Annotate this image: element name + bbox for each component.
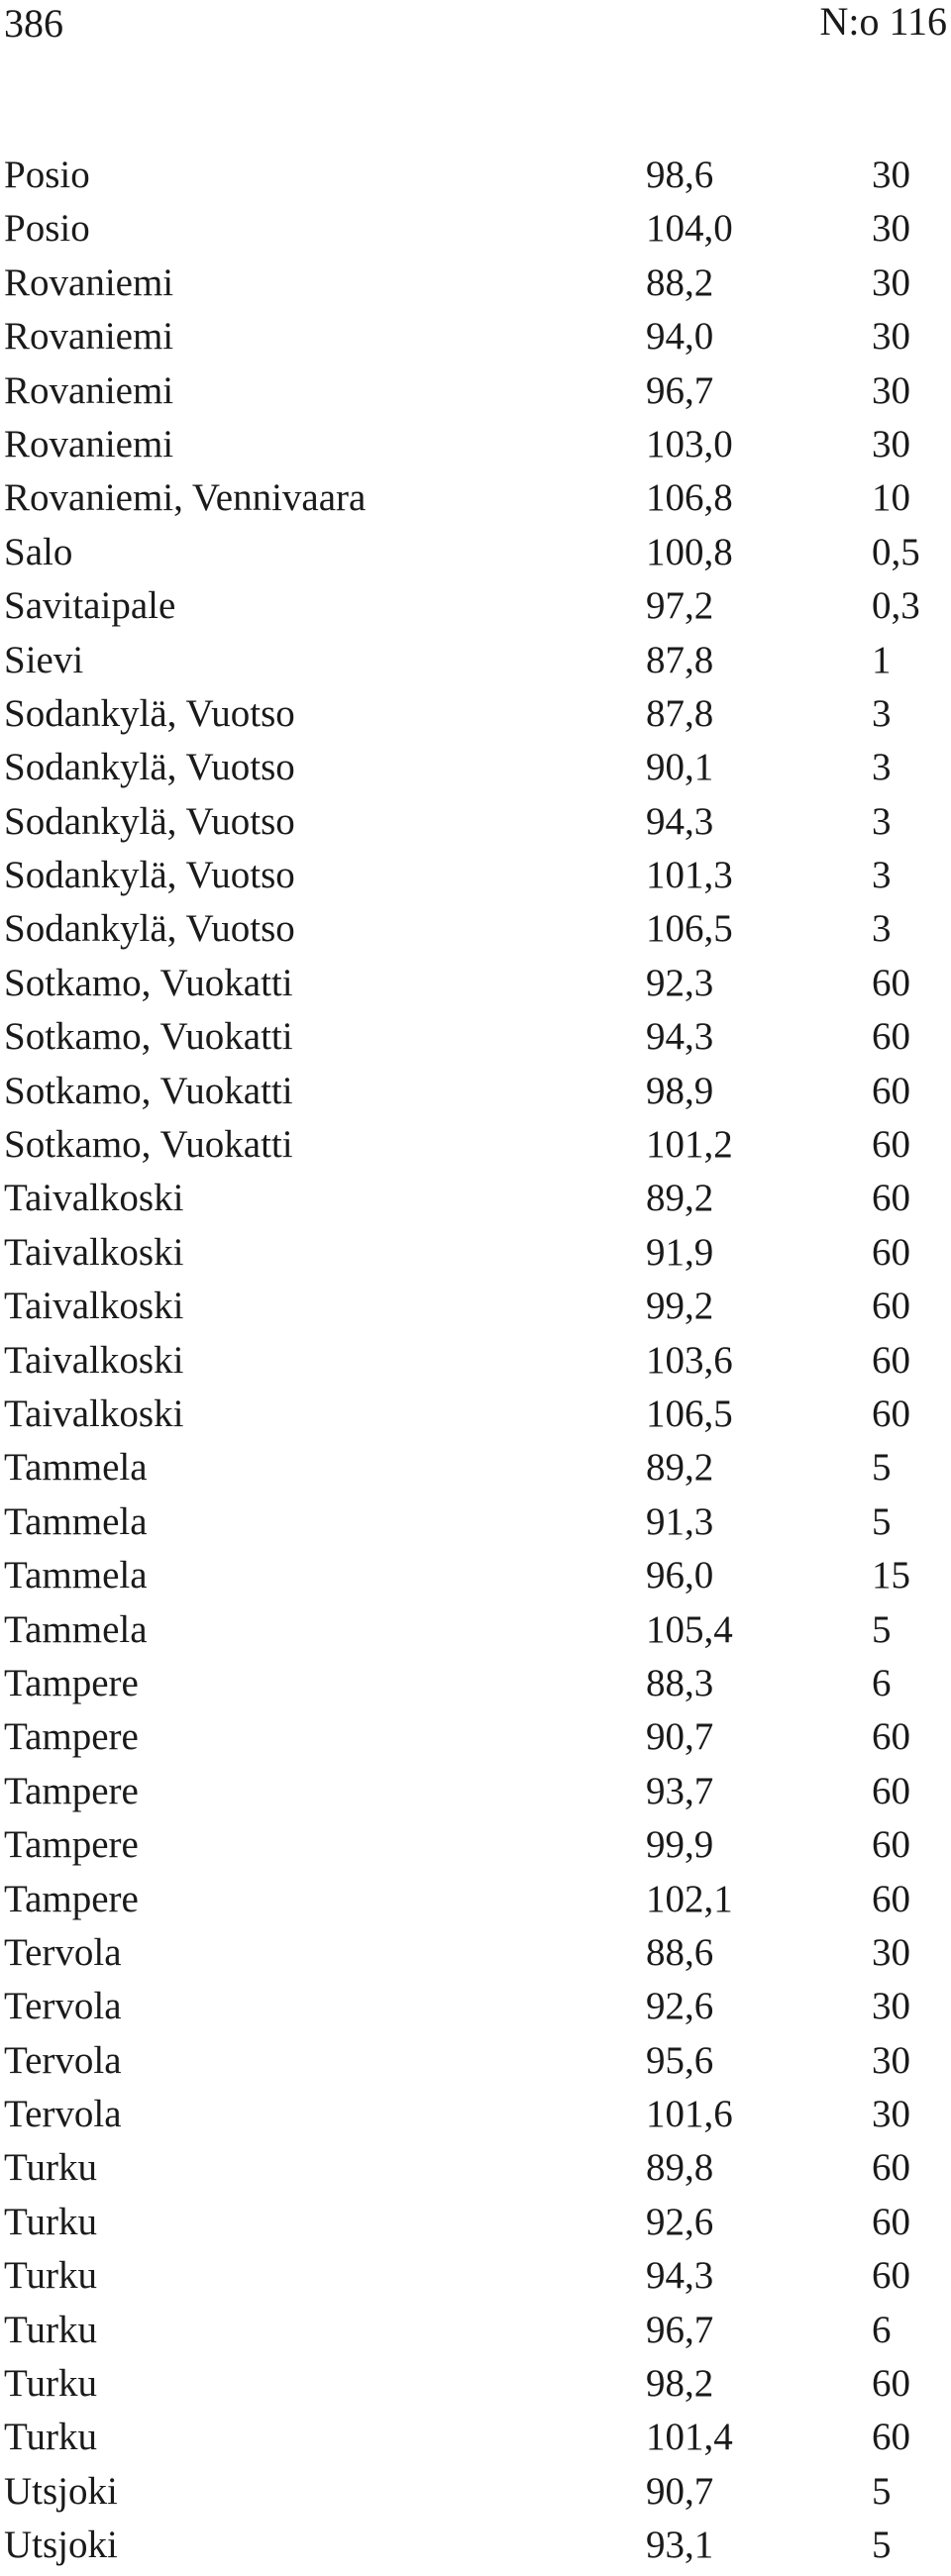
count-cell: 5 [872,1499,892,1543]
count-cell: 60 [872,2146,910,2190]
count-cell: 30 [872,315,910,359]
value-cell: 91,3 [646,1499,714,1543]
value-cell: 94,0 [646,315,714,359]
table-row [0,1495,951,1549]
place-cell: Turku [4,2308,97,2351]
table-row [0,1980,951,2033]
place-cell: Utsjoki [4,2469,118,2513]
place-cell: Rovaniemi [4,422,174,465]
count-cell: 5 [872,1607,892,1651]
place-cell: Tervola [4,2093,122,2136]
place-cell: Turku [4,2146,97,2190]
count-cell: 5 [872,2469,892,2513]
value-cell: 101,6 [646,2093,733,2136]
count-cell: 30 [872,260,910,304]
table-row [0,2196,951,2249]
table-row [0,634,951,687]
value-cell: 88,6 [646,1930,714,1974]
value-cell: 92,6 [646,1985,714,2028]
place-cell: Savitaipale [4,584,176,628]
table-row [0,2357,951,2411]
count-cell: 60 [872,2362,910,2406]
place-cell: Tammela [4,1446,148,1490]
place-cell: Turku [4,2200,97,2243]
value-cell: 106,8 [646,476,733,520]
table-row [0,1010,951,1064]
table-row [0,471,951,525]
count-cell: 60 [872,1823,910,1867]
place-cell: Taivalkoski [4,1177,184,1220]
value-cell: 96,7 [646,2308,714,2351]
value-cell: 98,9 [646,1069,714,1112]
value-cell: 94,3 [646,799,714,843]
table-row [0,1226,951,1280]
count-cell: 60 [872,1338,910,1382]
value-cell: 104,0 [646,207,733,251]
table-row [0,1926,951,1980]
place-cell: Turku [4,2416,97,2459]
value-cell: 87,8 [646,691,714,735]
frequency-table [0,149,951,2573]
place-cell: Tervola [4,2038,122,2082]
table-row [0,687,951,741]
count-cell: 30 [872,207,910,251]
count-cell: 60 [872,2200,910,2243]
table-row [0,2249,951,2303]
table-row [0,741,951,794]
table-row [0,1765,951,1818]
place-cell: Taivalkoski [4,1338,184,1382]
place-cell: Sievi [4,638,84,681]
value-cell: 89,2 [646,1446,714,1490]
count-cell: 60 [872,1177,910,1220]
value-cell: 101,3 [646,854,733,897]
place-cell: Posio [4,207,90,251]
table-row [0,1818,951,1872]
value-cell: 87,8 [646,638,714,681]
count-cell: 60 [872,1715,910,1759]
place-cell: Tampere [4,1769,139,1812]
table-row [0,957,951,1010]
table-row [0,1549,951,1602]
table-row [0,579,951,633]
value-cell: 98,2 [646,2362,714,2406]
count-cell: 30 [872,2093,910,2136]
table-row [0,202,951,256]
table-row [0,526,951,579]
table-row [0,1710,951,1764]
value-cell: 101,4 [646,2416,733,2459]
count-cell: 5 [872,1446,892,1490]
place-cell: Salo [4,530,73,573]
table-row [0,149,951,202]
count-cell: 60 [872,1015,910,1059]
table-row [0,2411,951,2464]
count-cell: 3 [872,854,892,897]
value-cell: 106,5 [646,1391,733,1435]
value-cell: 99,2 [646,1285,714,1328]
place-cell: Turku [4,2362,97,2406]
count-cell: 60 [872,1877,910,1920]
value-cell: 93,7 [646,1769,714,1812]
table-row [0,418,951,471]
place-cell: Sodankylä, Vuotso [4,907,295,951]
place-cell: Sodankylä, Vuotso [4,854,295,897]
count-cell: 30 [872,1930,910,1974]
value-cell: 90,7 [646,1715,714,1759]
count-cell: 60 [872,1285,910,1328]
table-row [0,310,951,363]
count-cell: 1 [872,638,892,681]
value-cell: 96,0 [646,1554,714,1597]
table-row [0,2465,951,2519]
count-cell: 60 [872,1230,910,1274]
table-row [0,2141,951,2195]
value-cell: 95,6 [646,2038,714,2082]
count-cell: 0,3 [872,584,920,628]
value-cell: 102,1 [646,1877,733,1920]
table-row [0,2034,951,2088]
table-row [0,902,951,956]
count-cell: 60 [872,2416,910,2459]
value-cell: 94,3 [646,1015,714,1059]
count-cell: 30 [872,368,910,412]
place-cell: Tampere [4,1715,139,1759]
value-cell: 89,2 [646,1177,714,1220]
table-row [0,1603,951,1657]
table-row [0,1172,951,1225]
value-cell: 106,5 [646,907,733,951]
value-cell: 103,0 [646,422,733,465]
place-cell: Sotkamo, Vuokatti [4,1069,293,1112]
place-cell: Turku [4,2254,97,2298]
count-cell: 3 [872,907,892,951]
count-cell: 30 [872,2038,910,2082]
place-cell: Tampere [4,1661,139,1704]
count-cell: 0,5 [872,530,920,573]
value-cell: 103,6 [646,1338,733,1382]
place-cell: Tervola [4,1930,122,1974]
table-row [0,1873,951,1926]
count-cell: 60 [872,2254,910,2298]
place-cell: Sodankylä, Vuotso [4,691,295,735]
value-cell: 88,3 [646,1661,714,1704]
place-cell: Sodankylä, Vuotso [4,799,295,843]
table-row [0,1657,951,1710]
place-cell: Taivalkoski [4,1230,184,1274]
place-cell: Posio [4,154,90,196]
count-cell: 60 [872,1069,910,1112]
table-row [0,364,951,418]
place-cell: Tampere [4,1823,139,1867]
place-cell: Tampere [4,1877,139,1920]
place-cell: Tammela [4,1554,148,1597]
count-cell: 30 [872,154,910,196]
count-cell: 10 [872,476,910,520]
place-cell: Tervola [4,1985,122,2028]
value-cell: 98,6 [646,154,714,196]
table-row [0,1334,951,1388]
value-cell: 88,2 [646,260,714,304]
value-cell: 105,4 [646,1607,733,1651]
value-cell: 97,2 [646,584,714,628]
count-cell: 60 [872,1391,910,1435]
place-cell: Rovaniemi [4,260,174,304]
count-cell: 30 [872,422,910,465]
count-cell: 60 [872,1769,910,1812]
value-cell: 99,9 [646,1823,714,1867]
count-cell: 3 [872,691,892,735]
count-cell: 5 [872,2524,892,2567]
table-row [0,1441,951,1494]
value-cell: 96,7 [646,368,714,412]
document-number: N:o 116 [819,0,947,44]
value-cell: 101,2 [646,1123,733,1167]
value-cell: 90,7 [646,2469,714,2513]
place-cell: Rovaniemi [4,315,174,359]
place-cell: Tammela [4,1499,148,1543]
table-row [0,2519,951,2572]
place-cell: Tammela [4,1607,148,1651]
value-cell: 89,8 [646,2146,714,2190]
count-cell: 60 [872,961,910,1004]
page-header [0,0,951,59]
table-row [0,257,951,310]
value-cell: 92,3 [646,961,714,1004]
value-cell: 91,9 [646,1230,714,1274]
place-cell: Taivalkoski [4,1285,184,1328]
count-cell: 6 [872,2308,892,2351]
place-cell: Rovaniemi, Vennivaara [4,476,367,520]
value-cell: 100,8 [646,530,733,573]
table-row [0,849,951,902]
count-cell: 30 [872,1985,910,2028]
place-cell: Sodankylä, Vuotso [4,746,295,789]
table-row [0,2088,951,2141]
count-cell: 3 [872,746,892,789]
table-row [0,1388,951,1441]
table-row [0,1118,951,1172]
value-cell: 90,1 [646,746,714,789]
table-row [0,2304,951,2357]
count-cell: 15 [872,1554,910,1597]
place-cell: Rovaniemi [4,368,174,412]
place-cell: Sotkamo, Vuokatti [4,1123,293,1167]
place-cell: Utsjoki [4,2524,118,2567]
value-cell: 93,1 [646,2524,714,2567]
table-row [0,1280,951,1333]
count-cell: 3 [872,799,892,843]
place-cell: Taivalkoski [4,1391,184,1435]
count-cell: 6 [872,1661,892,1704]
value-cell: 94,3 [646,2254,714,2298]
page-number: 386 [4,1,63,46]
table-row [0,1065,951,1118]
place-cell: Sotkamo, Vuokatti [4,1015,293,1059]
table-row [0,795,951,849]
value-cell: 92,6 [646,2200,714,2243]
place-cell: Sotkamo, Vuokatti [4,961,293,1004]
count-cell: 60 [872,1123,910,1167]
